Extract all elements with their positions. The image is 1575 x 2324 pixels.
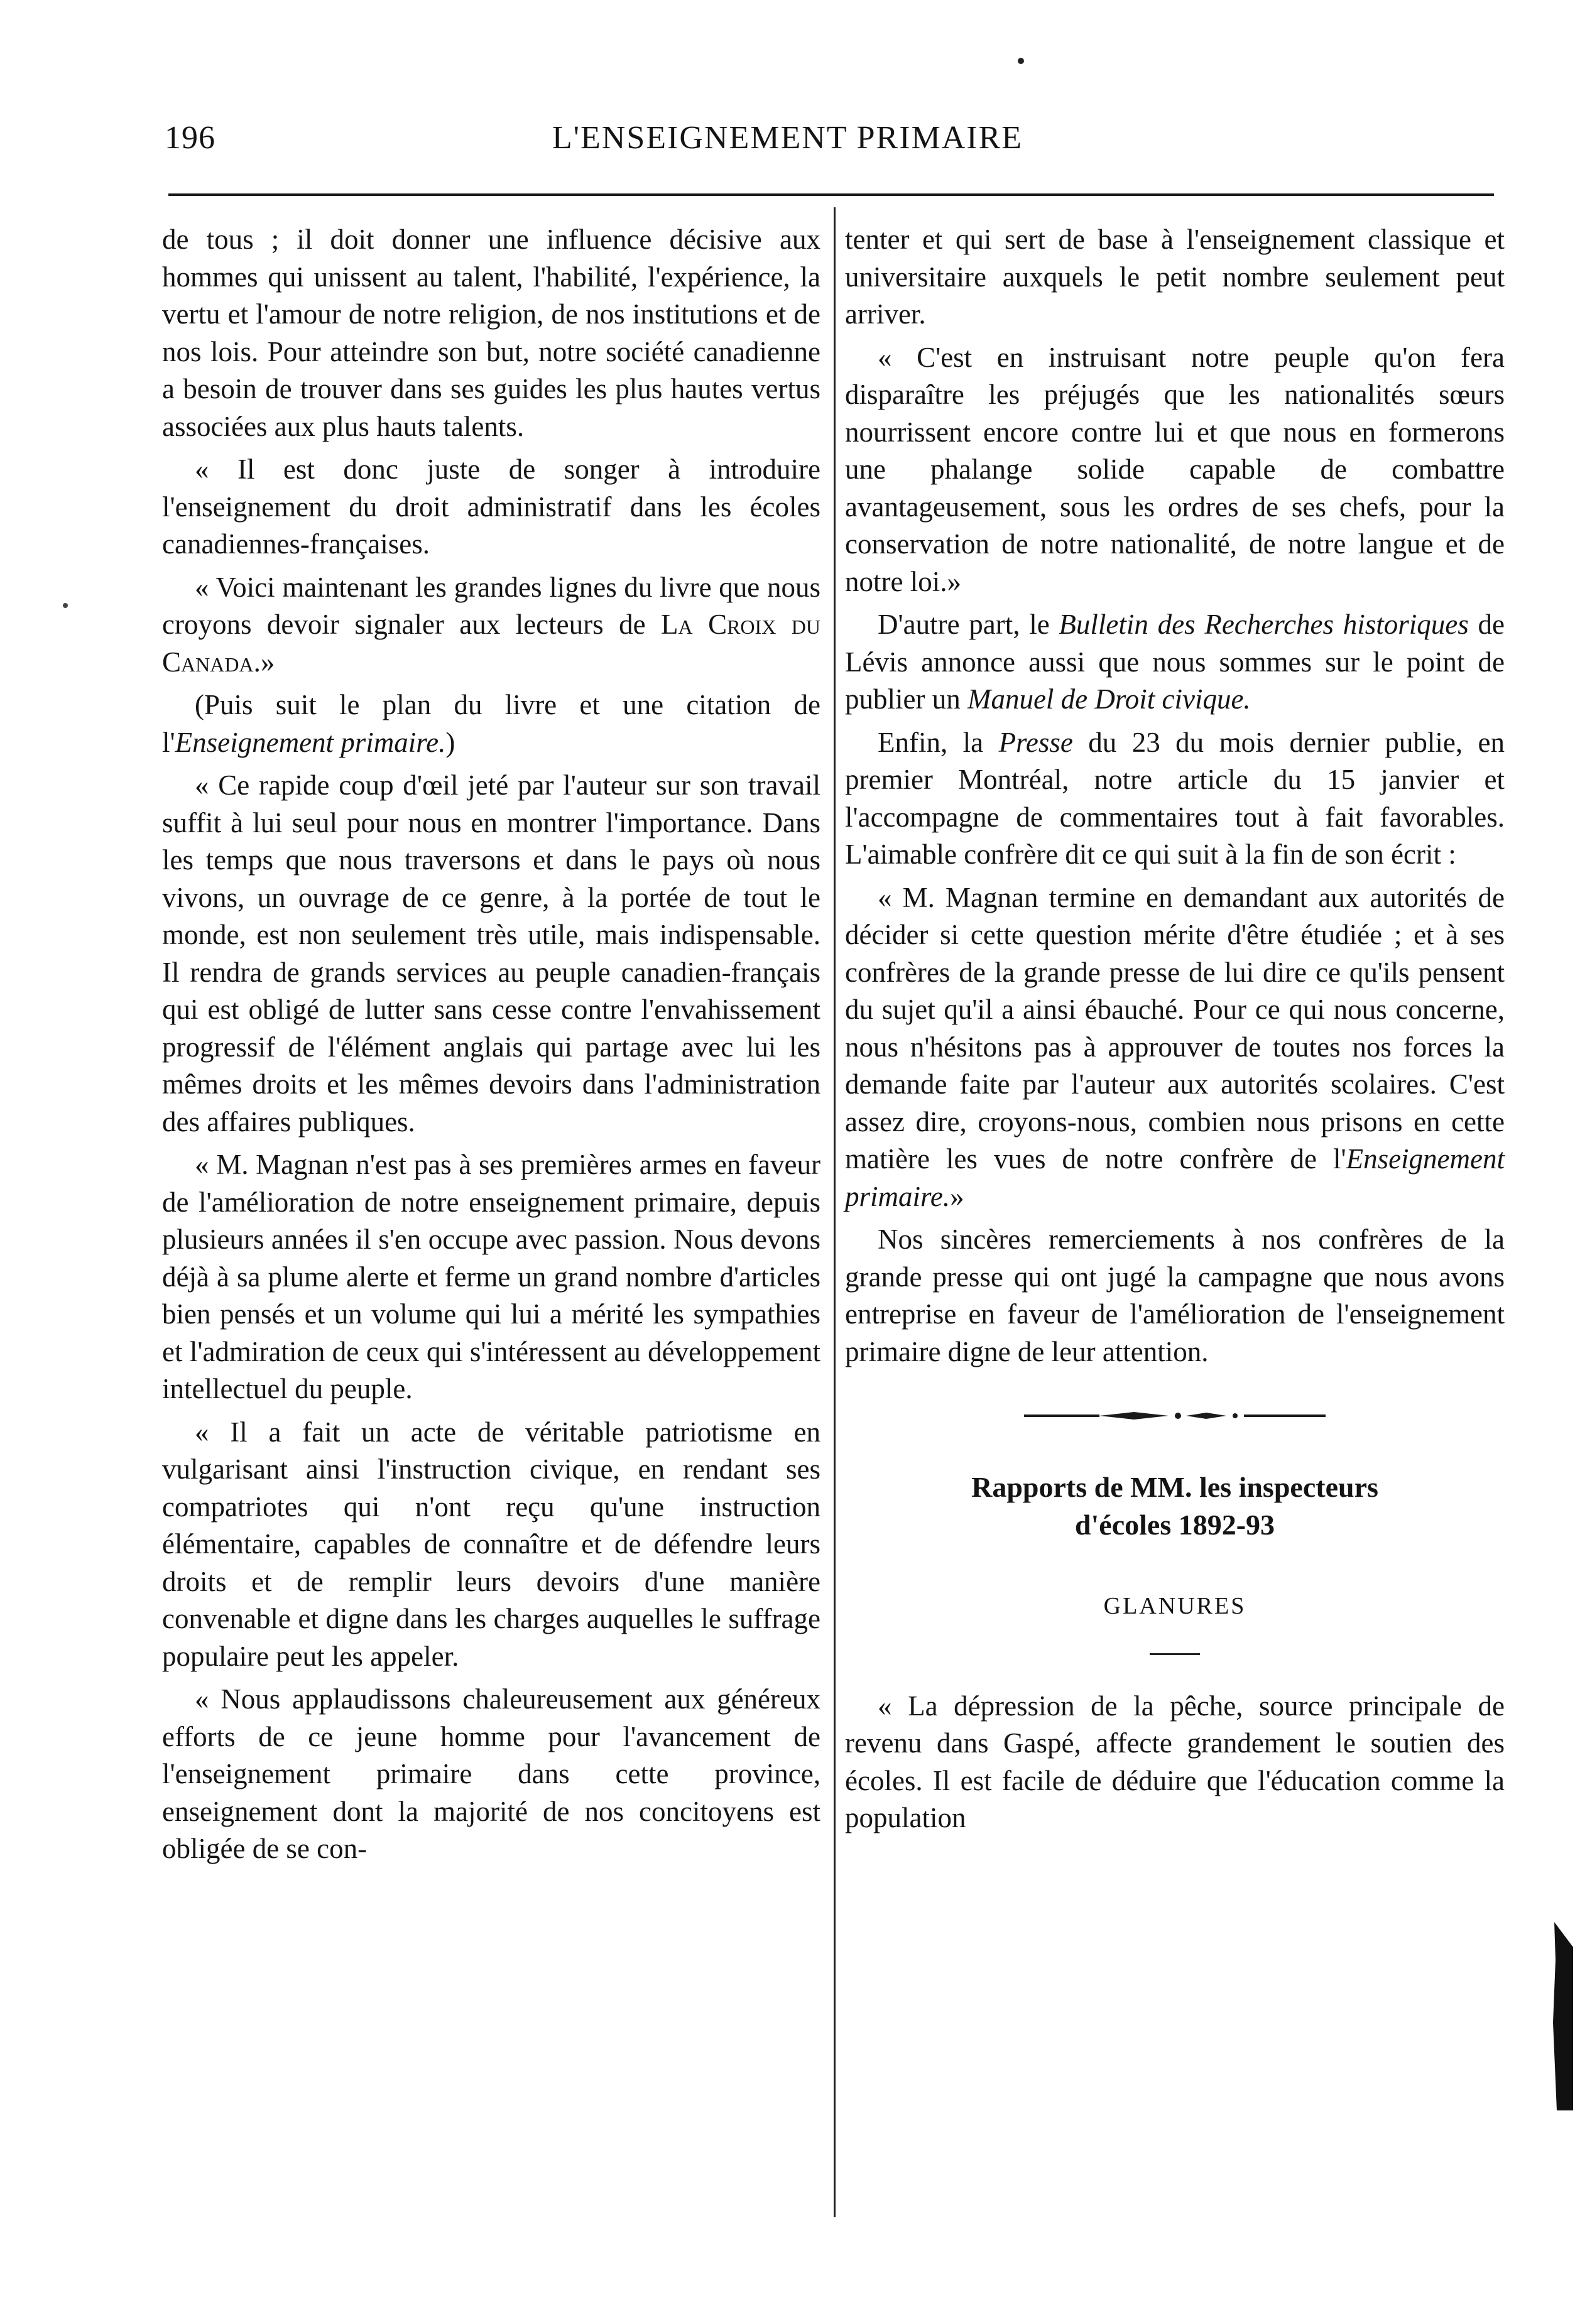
publication-title: Manuel de Droit civique. <box>967 683 1251 715</box>
right-column <box>845 221 1505 1843</box>
ornament-divider <box>1024 1411 1326 1421</box>
text-run: ) <box>445 726 455 758</box>
text-run: « M. Magnan termine en demandant aux autorités de décider si cette question mérite d'être étudiée ; et à ses confrères de la grande presse de lui dire ce qu'ils pensent du sujet qu'il a ainsi ébauché. Pour ce qui nous concerne, nous n'hésitons pas à approuver de toutes nos forces la demande faite par l'auteur aux autorités scolaires. C'est assez dire, croyons-nous, combien nous prisons en cette matière les vues de notre confrère de l' <box>845 881 1505 1175</box>
publication-title: Enseignement primaire. <box>175 726 446 758</box>
header-rule <box>168 193 1494 196</box>
paragraph: Nos sincères remerciements à nos confrères de la grande presse qui ont jugé la campagne que nous avons entreprise en faveur de l'amélioration de l'enseignement primaire digne de leur attention. <box>845 1224 1505 1367</box>
section-title-line: d'écoles 1892-93 <box>1074 1509 1275 1541</box>
paragraph: « M. Magnan n'est pas à ses premières armes en faveur de l'amélioration de notre enseignement primaire, depuis plusieurs années il s'en occupe avec passion. Nous devons déjà à sa plume alerte et ferme un grand nombre d'articles bien pensés et un volume qui lui a mérité les sympathies et l'admiration de ceux qui s'intéressent au développement intellectuel du peuple. <box>162 1149 820 1404</box>
paragraph: tenter et qui sert de base à l'enseignement classique et universitaire auxquels le petit nombre seulement peut arriver. <box>845 224 1505 330</box>
text-run: .» <box>253 646 275 678</box>
left-column <box>162 221 820 1874</box>
paragraph <box>162 569 820 681</box>
paragraph <box>845 724 1505 874</box>
small-dash <box>1150 1653 1200 1655</box>
text-run: de Lévis annonce aussi que nous sommes sur le point de publier un <box>845 609 1505 715</box>
column-divider <box>834 207 836 2217</box>
publication-title: Bulletin des Recherches historiques <box>1059 609 1469 640</box>
paragraph: « Il est donc juste de songer à introduire l'enseignement du droit administratif dans les écoles canadiennes-françaises. <box>162 453 820 560</box>
paragraph <box>845 879 1505 1216</box>
text-run: « Voici maintenant les grandes lignes du livre que nous croyons devoir signaler aux lecteurs de <box>162 571 820 640</box>
page-number: 196 <box>165 120 215 156</box>
publication-title: Enseignement primaire. <box>845 1143 1505 1212</box>
paragraph: « Il a fait un acte de véritable patriotisme en vulgarisant ainsi l'instruction civique, en rendant ses compatriotes qui n'ont reçu qu'une instruction élémentaire, capables de connaître et de défendre leurs droits et de remplir leurs devoirs d'une manière convenable et digne dans les charges auquelles le suffrage populaire peut les appeler. <box>162 1416 820 1672</box>
paragraph <box>162 687 820 761</box>
ink-speck-margin <box>63 603 68 608</box>
paragraph: « La dépression de la pêche, source principale de revenu dans Gaspé, affecte grandement le soutien des écoles. Il est facile de déduire que l'éducation comme la population <box>845 1690 1505 1833</box>
paragraph: « Nous applaudissons chaleureusement aux généreux efforts de ce jeune homme pour l'avancement de l'enseignement primaire dans cette province, enseignement dont la majorité de nos concitoyens est obligée de se con- <box>162 1683 820 1864</box>
paragraph: « Ce rapide coup d'œil jeté par l'auteur sur son travail suffit à lui seul pour nous en montrer l'importance. Dans les temps que nous traversons et dans le pays où nous vivons, un ouvrage de ce genre, à la portée de tout le monde, est non seulement très utile, mais indispensable. Il rendra de grands services au peuple canadien-français qui est obligé de lutter sans cesse contre l'envahissement progressif de l'élément anglais qui partage avec lui les mêmes droits et les mêmes devoirs dans l'administration des affaires publiques. <box>162 769 820 1138</box>
section-title <box>845 1469 1505 1544</box>
paragraph <box>845 606 1505 719</box>
text-run: » <box>950 1180 964 1212</box>
text-run: Enfin, la <box>878 726 999 758</box>
page-edge-mark <box>1550 1922 1573 2110</box>
newspaper-name: La Croix du Canada <box>162 609 820 678</box>
text-run: (Puis suit le plan du livre et une citation de l' <box>162 689 820 758</box>
section-title-line: Rapports de MM. les inspecteurs <box>971 1471 1378 1503</box>
publication-title: Presse <box>998 726 1073 758</box>
paragraph: « C'est en instruisant notre peuple qu'on fera disparaître les préjugés que les nationalités sœurs nourrissent encore contre lui et que nous en formerons une phalange solide capable de combattre avantageusement, sous les ordres de ses chefs, pour la conservation de notre nationalité, de notre langue et de notre loi.» <box>845 341 1505 597</box>
subheading: GLANURES <box>1103 1593 1246 1619</box>
text-run: du 23 du mois dernier publie, en premier Montréal, notre article du 15 janvier et l'accompagne de commentaires tout à fait favorables. L'aimable confrère dit ce qui suit à la fin de son écrit : <box>845 726 1505 870</box>
paragraph: de tous ; il doit donner une influence décisive aux hommes qui unissent au talent, l'habilité, l'expérience, la vertu et l'amour de notre religion, de nos institutions et de nos lois. Pour atteindre son but, notre société canadienne a besoin de trouver dans ses guides les plus hautes vertus associées aux plus hauts talents. <box>162 224 820 442</box>
running-title: L'ENSEIGNEMENT PRIMAIRE <box>552 120 1023 156</box>
ink-speck <box>1018 58 1024 64</box>
text-run: D'autre part, le <box>878 609 1059 640</box>
